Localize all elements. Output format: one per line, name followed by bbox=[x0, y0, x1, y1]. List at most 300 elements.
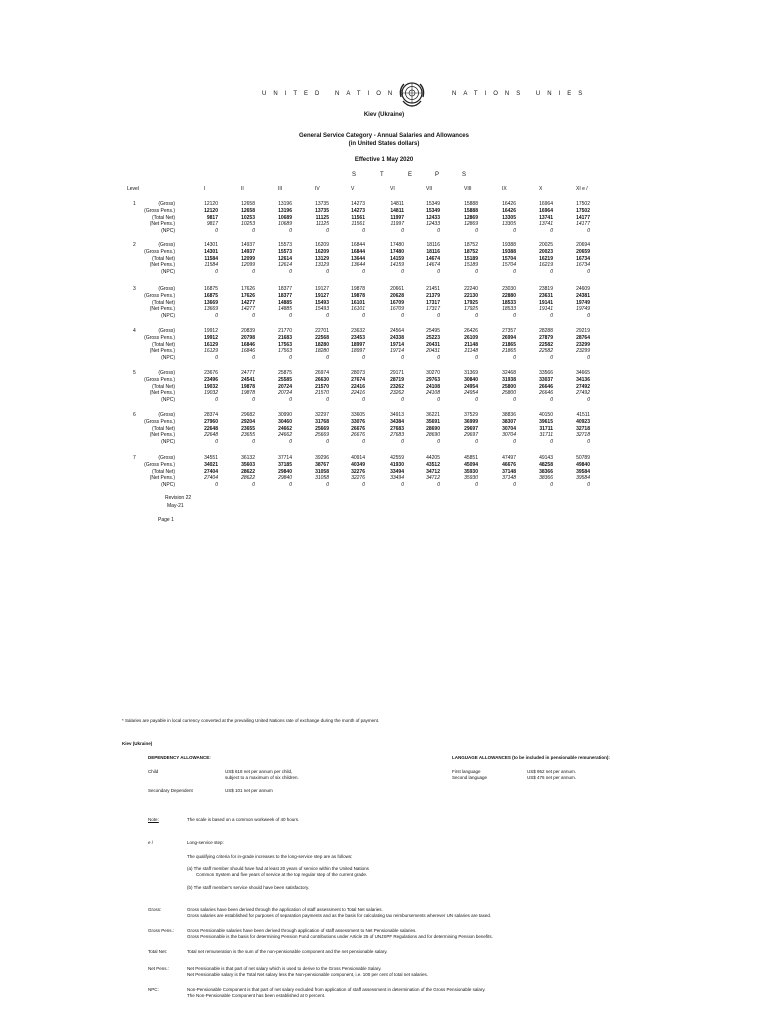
table-cell: 33037 bbox=[539, 376, 553, 383]
secondary-value: US$ 101 net per annum bbox=[225, 788, 273, 793]
revision-label: Revision 22 bbox=[165, 495, 192, 501]
table-cell: 24662 bbox=[278, 432, 292, 439]
table-cell: 34665 bbox=[576, 370, 590, 376]
table-cell: 27960 bbox=[204, 418, 218, 425]
table-cell: 24108 bbox=[426, 390, 440, 397]
table-cell: 33566 bbox=[539, 370, 553, 376]
table-cell: 32718 bbox=[576, 432, 590, 439]
table-cell: 24662 bbox=[278, 425, 292, 432]
table-cell: 23655 bbox=[241, 432, 255, 439]
table-cell: 13305 bbox=[502, 214, 516, 221]
column-header: VII bbox=[426, 186, 433, 192]
table-cell: 19878 bbox=[351, 292, 365, 299]
table-cell: 0 bbox=[252, 313, 255, 320]
table-cell: 17925 bbox=[464, 306, 478, 313]
gross-text-1: Gross salaries have been derived through the application of staff assessment to Total Net salaries. bbox=[187, 907, 383, 912]
table-cell: 17626 bbox=[241, 286, 255, 292]
table-cell: 26994 bbox=[502, 334, 516, 341]
header-un-fr: NATIONS UNIES bbox=[452, 91, 590, 97]
row-label: (NPC) bbox=[161, 269, 175, 276]
table-cell: 0 bbox=[475, 397, 478, 404]
table-cell: 0 bbox=[550, 482, 553, 489]
note-text: The scale is based on a common workweek of 40 hours. bbox=[187, 817, 300, 822]
child-value: US$ 618 net per annum per child, bbox=[225, 769, 293, 774]
table-cell: 31938 bbox=[502, 376, 516, 383]
table-cell: 16844 bbox=[351, 242, 365, 248]
table-cell: 20628 bbox=[390, 292, 404, 299]
table-cell: 0 bbox=[513, 269, 516, 276]
row-label: (Total Net) bbox=[151, 425, 175, 432]
table-cell: 45851 bbox=[464, 455, 478, 461]
table-cell: 19878 bbox=[351, 286, 365, 292]
table-cell: 16844 bbox=[351, 248, 365, 255]
table-cell: 0 bbox=[362, 439, 365, 446]
table-cell: 11584 bbox=[204, 255, 218, 262]
table-cell: 22130 bbox=[464, 292, 478, 299]
level-number: 5 bbox=[133, 370, 136, 376]
table-cell: 19749 bbox=[576, 299, 590, 306]
table-cell: 28690 bbox=[426, 425, 440, 432]
table-cell: 0 bbox=[401, 355, 404, 362]
table-cell: 27683 bbox=[390, 432, 404, 439]
table-cell: 16209 bbox=[315, 248, 329, 255]
table-cell: 26676 bbox=[351, 432, 365, 439]
table-cell: 19912 bbox=[204, 328, 218, 334]
city-title: Kiev (Ukraine) bbox=[363, 112, 405, 118]
table-cell: 34551 bbox=[204, 455, 218, 461]
table-cell: 24381 bbox=[576, 292, 590, 299]
table-cell: 0 bbox=[362, 228, 365, 235]
table-cell: 28622 bbox=[241, 468, 255, 475]
table-cell: 0 bbox=[289, 228, 292, 235]
table-cell: 16101 bbox=[351, 306, 365, 313]
table-cell: 29840 bbox=[278, 475, 292, 482]
table-cell: 0 bbox=[289, 439, 292, 446]
table-cell: 19388 bbox=[502, 242, 516, 248]
row-label: (Gross) bbox=[158, 370, 175, 376]
table-cell: 11125 bbox=[315, 221, 329, 228]
table-cell: 0 bbox=[587, 228, 590, 235]
row-label: (Gross Pens.) bbox=[144, 376, 175, 383]
table-cell: 20025 bbox=[539, 242, 553, 248]
net-pens-text-2: Net Pensionable salary is the Total Net salary less the Non-pensionable component, i.e. 100 per cent of total net salaries. bbox=[187, 972, 429, 977]
table-cell: 22582 bbox=[539, 348, 553, 355]
table-cell: 20694 bbox=[576, 242, 590, 248]
table-cell: 0 bbox=[289, 269, 292, 276]
row-label: (NPC) bbox=[161, 482, 175, 489]
table-cell: 12658 bbox=[241, 201, 255, 207]
table-cell: 22416 bbox=[351, 390, 365, 397]
row-label: (NPC) bbox=[161, 228, 175, 235]
table-cell: 23496 bbox=[204, 376, 218, 383]
long-service-a1: (a) The staff member should have had at least 20 years of service within the United Nations bbox=[187, 866, 369, 871]
table-cell: 41930 bbox=[390, 461, 404, 468]
table-cell: 18280 bbox=[315, 348, 329, 355]
table-cell: 22648 bbox=[204, 432, 218, 439]
table-cell: 32468 bbox=[502, 370, 516, 376]
table-cell: 13735 bbox=[315, 201, 329, 207]
table-cell: 15189 bbox=[464, 262, 478, 269]
table-cell: 27357 bbox=[502, 328, 516, 334]
table-cell: 0 bbox=[215, 482, 218, 489]
second-language-label: Second language bbox=[452, 775, 488, 780]
table-cell: 27492 bbox=[576, 383, 590, 390]
table-cell: 0 bbox=[475, 482, 478, 489]
table-cell: 22240 bbox=[464, 286, 478, 292]
table-cell: 28764 bbox=[576, 334, 590, 341]
child-label: Child bbox=[148, 769, 159, 774]
row-label: (Total Net) bbox=[151, 383, 175, 390]
table-cell: 19714 bbox=[390, 341, 404, 348]
row-label: (Total Net) bbox=[151, 214, 175, 221]
first-language-label: First language bbox=[452, 769, 481, 774]
level-header: Level bbox=[127, 186, 139, 192]
table-cell: 0 bbox=[401, 269, 404, 276]
row-label: (Net Pens.) bbox=[149, 390, 175, 397]
table-cell: 49840 bbox=[576, 461, 590, 468]
table-cell: 25800 bbox=[502, 383, 516, 390]
table-cell: 13129 bbox=[315, 262, 329, 269]
table-cell: 13669 bbox=[204, 299, 218, 306]
table-cell: 17317 bbox=[426, 306, 440, 313]
total-net-text: Total net remuneration is the sum of the non-pensionable component and the net pensionable salary. bbox=[187, 949, 388, 954]
table-cell: 31369 bbox=[464, 370, 478, 376]
table-cell: 0 bbox=[550, 228, 553, 235]
row-label: (Gross) bbox=[158, 412, 175, 418]
table-cell: 18377 bbox=[278, 292, 292, 299]
table-cell: 0 bbox=[215, 313, 218, 320]
table-cell: 35930 bbox=[464, 468, 478, 475]
table-cell: 14811 bbox=[390, 201, 404, 207]
table-cell: 0 bbox=[362, 397, 365, 404]
table-cell: 15189 bbox=[464, 255, 478, 262]
table-cell: 36221 bbox=[426, 412, 440, 418]
table-cell: 28690 bbox=[426, 432, 440, 439]
table-cell: 14811 bbox=[390, 207, 404, 214]
table-cell: 30460 bbox=[278, 418, 292, 425]
table-cell: 23453 bbox=[351, 334, 365, 341]
table-cell: 40914 bbox=[351, 455, 365, 461]
table-cell: 0 bbox=[401, 439, 404, 446]
table-cell: 23819 bbox=[539, 286, 553, 292]
table-cell: 0 bbox=[289, 313, 292, 320]
gross-label: Gross: bbox=[148, 907, 162, 912]
table-cell: 11561 bbox=[351, 221, 365, 228]
table-cell: 0 bbox=[475, 228, 478, 235]
table-cell: 20724 bbox=[278, 390, 292, 397]
row-label: (Gross Pens.) bbox=[144, 461, 175, 468]
table-cell: 13735 bbox=[315, 207, 329, 214]
table-cell: 0 bbox=[587, 269, 590, 276]
table-cell: 22416 bbox=[351, 383, 365, 390]
table-cell: 0 bbox=[401, 397, 404, 404]
long-service-a2: Common System and five years of service at the top regular step of the current grade. bbox=[196, 872, 368, 877]
table-cell: 23299 bbox=[576, 341, 590, 348]
table-cell: 39584 bbox=[576, 468, 590, 475]
table-cell: 21770 bbox=[278, 328, 292, 334]
table-cell: 39584 bbox=[576, 475, 590, 482]
table-cell: 0 bbox=[252, 397, 255, 404]
table-cell: 37148 bbox=[502, 468, 516, 475]
column-header: VI bbox=[390, 186, 395, 192]
table-cell: 15493 bbox=[315, 306, 329, 313]
table-cell: 9817 bbox=[206, 214, 218, 221]
table-cell: 17925 bbox=[464, 299, 478, 306]
table-cell: 12433 bbox=[426, 214, 440, 221]
table-cell: 18997 bbox=[351, 341, 365, 348]
level-number: 3 bbox=[133, 286, 136, 292]
table-cell: 0 bbox=[587, 313, 590, 320]
table-cell: 0 bbox=[289, 397, 292, 404]
dependency-title: DEPENDENCY ALLOWANCE: bbox=[148, 755, 211, 760]
table-cell: 38767 bbox=[315, 461, 329, 468]
table-cell: 18533 bbox=[502, 306, 516, 313]
secondary-label: Secondary Dependent bbox=[148, 788, 193, 793]
row-label: (Total Net) bbox=[151, 255, 175, 262]
table-cell: 16219 bbox=[539, 255, 553, 262]
first-language-value: US$ 952 net per annum. bbox=[527, 769, 577, 774]
row-label: (Net Pens.) bbox=[149, 262, 175, 269]
steps-letter: T bbox=[380, 172, 384, 178]
e-footnote-label: e / bbox=[148, 840, 154, 845]
currency-subtitle: (in United States dollars) bbox=[348, 141, 420, 147]
table-cell: 43512 bbox=[426, 461, 440, 468]
table-cell: 13644 bbox=[351, 262, 365, 269]
table-cell: 14277 bbox=[241, 299, 255, 306]
table-cell: 0 bbox=[513, 313, 516, 320]
row-label: (Total Net) bbox=[151, 341, 175, 348]
table-cell: 0 bbox=[401, 482, 404, 489]
table-cell: 0 bbox=[326, 269, 329, 276]
table-cell: 11997 bbox=[390, 221, 404, 228]
table-cell: 49143 bbox=[539, 455, 553, 461]
table-cell: 14277 bbox=[241, 306, 255, 313]
table-cell: 36999 bbox=[464, 418, 478, 425]
table-cell: 18752 bbox=[464, 242, 478, 248]
table-cell: 0 bbox=[362, 482, 365, 489]
table-cell: 34712 bbox=[426, 475, 440, 482]
table-cell: 18377 bbox=[278, 286, 292, 292]
table-cell: 34021 bbox=[204, 461, 218, 468]
table-cell: 31768 bbox=[315, 418, 329, 425]
table-cell: 32276 bbox=[351, 475, 365, 482]
level-number: 2 bbox=[133, 242, 136, 248]
long-service-b: (b) The staff member's service should have been satisfactory. bbox=[187, 885, 310, 890]
table-cell: 23632 bbox=[351, 328, 365, 334]
table-cell: 0 bbox=[437, 269, 440, 276]
table-cell: 0 bbox=[587, 397, 590, 404]
table-cell: 16426 bbox=[502, 201, 516, 207]
table-cell: 15493 bbox=[315, 299, 329, 306]
table-cell: 19714 bbox=[390, 348, 404, 355]
gross-text-2: Gross salaries are established for purposes of separation payments and as the basis for calculating tax reimbursements wherever UN salaries are taxed. bbox=[187, 913, 492, 918]
un-emblem-icon bbox=[397, 79, 427, 109]
table-cell: 34136 bbox=[576, 376, 590, 383]
table-cell: 12120 bbox=[204, 207, 218, 214]
table-cell: 28374 bbox=[204, 412, 218, 418]
table-cell: 0 bbox=[289, 482, 292, 489]
table-cell: 26676 bbox=[351, 425, 365, 432]
table-cell: 0 bbox=[401, 228, 404, 235]
table-cell: 19032 bbox=[204, 383, 218, 390]
steps-letter: P bbox=[435, 172, 440, 178]
table-cell: 12099 bbox=[241, 255, 255, 262]
table-cell: 0 bbox=[587, 355, 590, 362]
table-cell: 0 bbox=[252, 228, 255, 235]
table-cell: 22880 bbox=[502, 292, 516, 299]
column-header: X bbox=[539, 186, 543, 192]
table-cell: 21570 bbox=[315, 383, 329, 390]
table-cell: 0 bbox=[513, 482, 516, 489]
table-cell: 23631 bbox=[539, 292, 553, 299]
table-cell: 0 bbox=[401, 313, 404, 320]
table-cell: 17480 bbox=[390, 248, 404, 255]
table-cell: 39296 bbox=[315, 455, 329, 461]
table-cell: 18280 bbox=[315, 341, 329, 348]
gross-pens-text-1: Gross Pensionable salaries have been derived through application of staff assessment to Net Pensionable salaries. bbox=[187, 928, 417, 933]
table-cell: 15704 bbox=[502, 262, 516, 269]
table-cell: 24954 bbox=[464, 383, 478, 390]
table-cell: 12658 bbox=[241, 207, 255, 214]
table-cell: 24338 bbox=[390, 334, 404, 341]
table-cell: 11561 bbox=[351, 214, 365, 221]
table-cell: 15704 bbox=[502, 255, 516, 262]
table-cell: 33494 bbox=[390, 475, 404, 482]
table-cell: 30840 bbox=[464, 376, 478, 383]
table-cell: 22648 bbox=[204, 425, 218, 432]
table-cell: 14301 bbox=[204, 242, 218, 248]
table-cell: 0 bbox=[587, 482, 590, 489]
table-cell: 26109 bbox=[464, 334, 478, 341]
row-label: (NPC) bbox=[161, 397, 175, 404]
table-cell: 23262 bbox=[390, 383, 404, 390]
table-cell: 25223 bbox=[426, 334, 440, 341]
table-cell: 28719 bbox=[390, 376, 404, 383]
column-header: III bbox=[278, 186, 283, 192]
npc-label: NPC: bbox=[148, 987, 159, 992]
note-label: Note: bbox=[148, 817, 159, 822]
net-pens-text-1: Net Pensionable is that part of net salary which is used to derive to the Gross Pensionable Salary. bbox=[187, 966, 382, 971]
table-cell: 10689 bbox=[278, 221, 292, 228]
table-cell: 38307 bbox=[502, 418, 516, 425]
row-label: (Gross) bbox=[158, 201, 175, 207]
table-cell: 25800 bbox=[502, 390, 516, 397]
table-cell: 0 bbox=[326, 482, 329, 489]
table-cell: 30270 bbox=[426, 370, 440, 376]
table-cell: 13196 bbox=[278, 207, 292, 214]
table-cell: 0 bbox=[437, 397, 440, 404]
table-cell: 27404 bbox=[204, 475, 218, 482]
table-cell: 24777 bbox=[241, 370, 255, 376]
table-cell: 12120 bbox=[204, 201, 218, 207]
table-cell: 0 bbox=[437, 228, 440, 235]
table-cell: 17317 bbox=[426, 299, 440, 306]
table-cell: 23262 bbox=[390, 390, 404, 397]
table-cell: 13741 bbox=[539, 214, 553, 221]
table-cell: 12433 bbox=[426, 221, 440, 228]
table-cell: 25669 bbox=[315, 432, 329, 439]
table-cell: 0 bbox=[362, 269, 365, 276]
table-cell: 23655 bbox=[241, 425, 255, 432]
npc-text-1: Non-Pensionable Component is that part of net salary excluded from application of staff assessment in determination of the Gross Pensionable salary. bbox=[187, 987, 486, 992]
table-cell: 36132 bbox=[241, 455, 255, 461]
long-service-text: The qualifying criteria for in-grade increases to the long-service step are as follows: bbox=[187, 854, 353, 859]
table-cell: 0 bbox=[550, 439, 553, 446]
table-cell: 17502 bbox=[576, 207, 590, 214]
table-cell: 21570 bbox=[315, 390, 329, 397]
row-label: (Gross Pens.) bbox=[144, 334, 175, 341]
table-cell: 27674 bbox=[351, 376, 365, 383]
long-service-title: Long-service step: bbox=[187, 840, 224, 845]
table-cell: 30990 bbox=[278, 412, 292, 418]
column-header: I bbox=[204, 186, 206, 192]
table-cell: 16734 bbox=[576, 262, 590, 269]
table-cell: 14674 bbox=[426, 255, 440, 262]
table-cell: 13196 bbox=[278, 201, 292, 207]
table-cell: 39615 bbox=[539, 418, 553, 425]
table-cell: 14885 bbox=[278, 299, 292, 306]
table-cell: 20661 bbox=[390, 286, 404, 292]
row-label: (Gross Pens.) bbox=[144, 418, 175, 425]
table-cell: 31711 bbox=[539, 425, 553, 432]
table-cell: 28073 bbox=[351, 370, 365, 376]
table-cell: 15349 bbox=[426, 201, 440, 207]
npc-text-2: The Non-Pensionable Component has been established at 0 percent. bbox=[187, 993, 326, 998]
table-cell: 21379 bbox=[426, 292, 440, 299]
row-label: (Gross) bbox=[158, 455, 175, 461]
table-cell: 16709 bbox=[390, 299, 404, 306]
row-label: (Gross Pens.) bbox=[144, 292, 175, 299]
table-cell: 16964 bbox=[539, 207, 553, 214]
table-cell: 0 bbox=[326, 228, 329, 235]
table-cell: 25875 bbox=[278, 370, 292, 376]
table-cell: 19878 bbox=[241, 390, 255, 397]
table-cell: 0 bbox=[550, 355, 553, 362]
row-label: (Net Pens.) bbox=[149, 432, 175, 439]
table-cell: 0 bbox=[550, 269, 553, 276]
table-cell: 35691 bbox=[426, 418, 440, 425]
table-cell: 38366 bbox=[539, 468, 553, 475]
table-cell: 29219 bbox=[576, 328, 590, 334]
table-cell: 19032 bbox=[204, 390, 218, 397]
table-cell: 11584 bbox=[204, 262, 218, 269]
table-cell: 20431 bbox=[426, 341, 440, 348]
table-cell: 16734 bbox=[576, 255, 590, 262]
table-cell: 48258 bbox=[539, 461, 553, 468]
table-cell: 16846 bbox=[241, 341, 255, 348]
table-cell: 15573 bbox=[278, 242, 292, 248]
table-cell: 17626 bbox=[241, 292, 255, 299]
table-cell: 0 bbox=[326, 355, 329, 362]
table-cell: 9817 bbox=[206, 221, 218, 228]
table-cell: 12869 bbox=[464, 214, 478, 221]
second-language-value: US$ 476 net per annum. bbox=[527, 775, 577, 780]
row-label: (Gross Pens.) bbox=[144, 248, 175, 255]
table-cell: 34913 bbox=[390, 412, 404, 418]
table-cell: 19141 bbox=[539, 306, 553, 313]
total-net-label: Total Net: bbox=[148, 949, 168, 954]
table-cell: 20659 bbox=[576, 248, 590, 255]
table-cell: 14273 bbox=[351, 201, 365, 207]
table-cell: 0 bbox=[215, 228, 218, 235]
gross-pens-label: Gross Pens.: bbox=[148, 928, 175, 933]
table-cell: 11125 bbox=[315, 214, 329, 221]
row-label: (Net Pens.) bbox=[149, 221, 175, 228]
table-cell: 35930 bbox=[464, 475, 478, 482]
row-label: (NPC) bbox=[161, 355, 175, 362]
table-cell: 37185 bbox=[278, 461, 292, 468]
table-cell: 25495 bbox=[426, 328, 440, 334]
